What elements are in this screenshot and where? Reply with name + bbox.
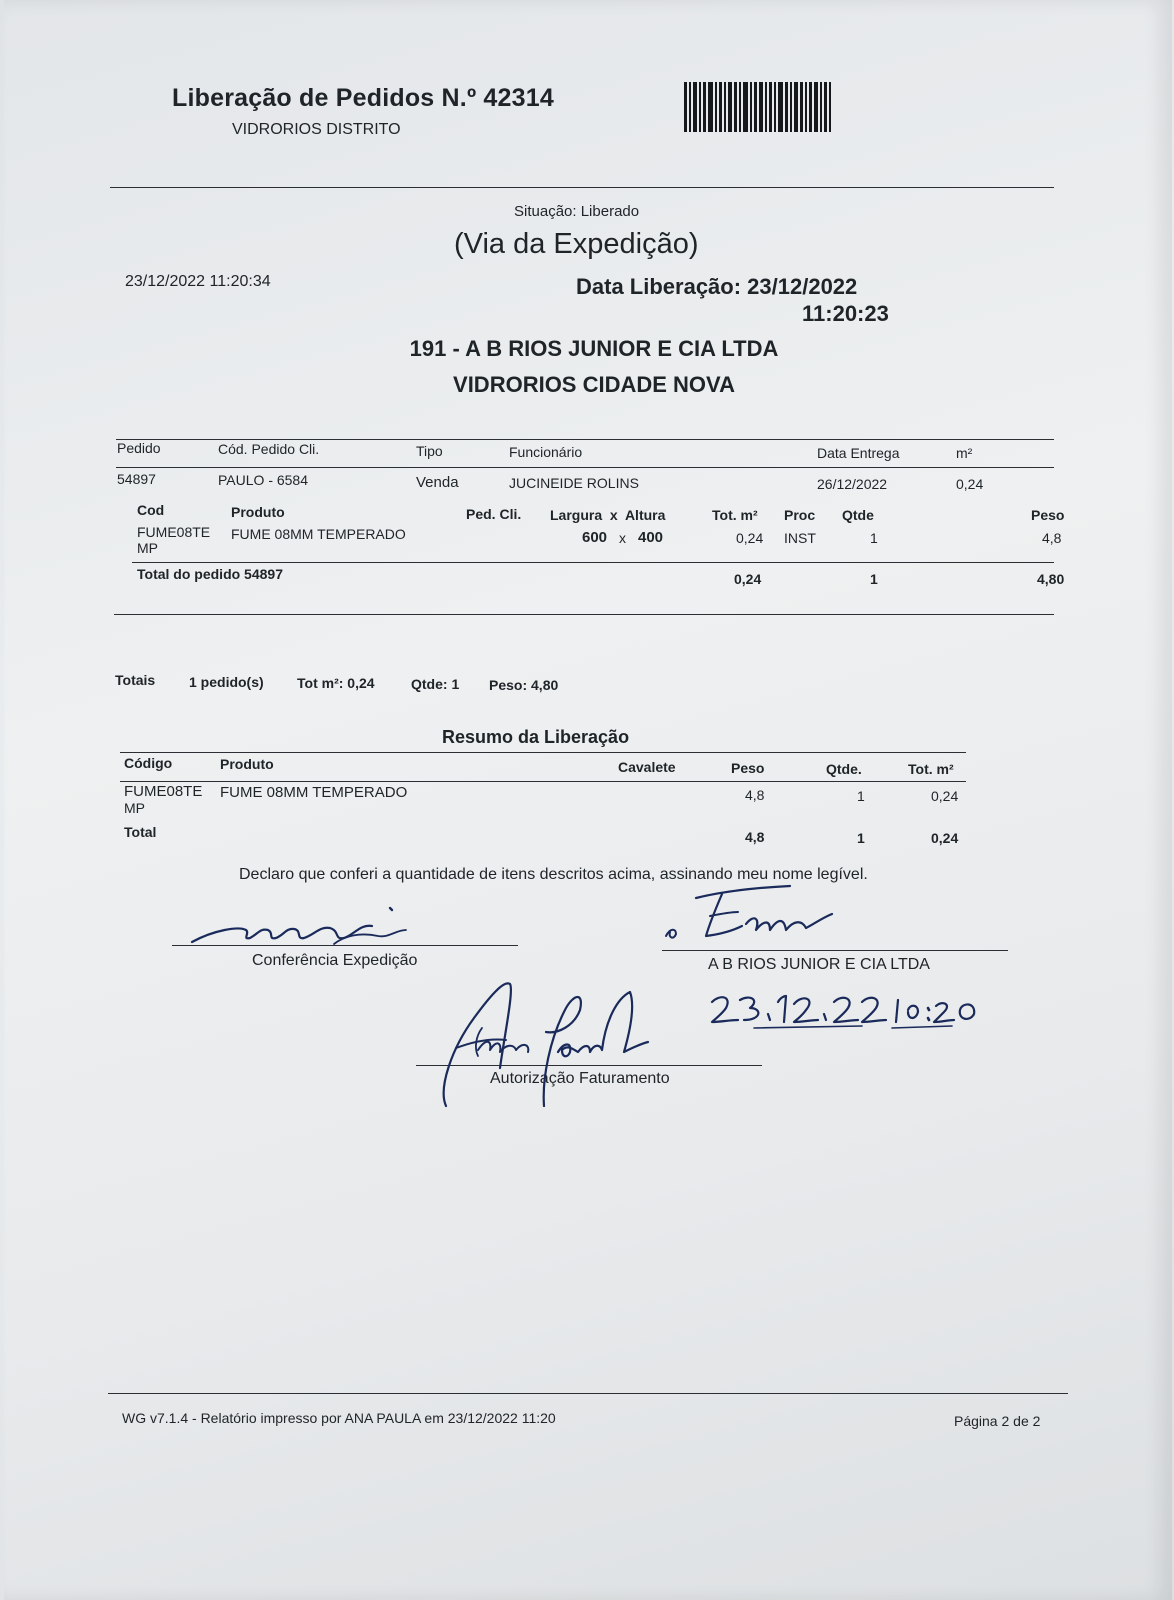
- signature-label-company: A B RIOS JUNIOR E CIA LTDA: [708, 956, 930, 973]
- summary-total-qtde: 1: [857, 830, 865, 846]
- item-produto: FUME 08MM TEMPERADO: [231, 526, 406, 542]
- summary-col-produto: Produto: [220, 756, 274, 772]
- item-col-proc: Proc: [784, 507, 816, 523]
- summary-peso: 4,8: [745, 787, 765, 803]
- release-time: 11:20:23: [802, 301, 889, 326]
- order-header-rule: [116, 467, 1054, 468]
- signature-line-company: [662, 950, 1008, 951]
- order-pedido: 54897: [117, 471, 156, 487]
- item-total-rule: [132, 562, 1054, 563]
- col-m2: m²: [956, 445, 973, 461]
- signature-label-autorizacao: Autorização Faturamento: [490, 1070, 670, 1087]
- totals-peso: Peso: 4,80: [489, 677, 559, 693]
- client-branch: VIDRORIOS CIDADE NOVA: [453, 372, 735, 397]
- item-col-cod: Cod: [137, 502, 165, 518]
- handwritten-signature-autorizacao: [434, 978, 664, 1113]
- copy-label: (Via da Expedição): [454, 228, 699, 260]
- item-cod-cont: MP: [137, 540, 158, 556]
- summary-col-tot-m2: Tot. m²: [908, 761, 954, 777]
- item-qtde: 1: [870, 530, 878, 546]
- col-funcionario: Funcionário: [509, 444, 583, 460]
- footer-printed-by: WG v7.1.4 - Relatório impresso por ANA PAULA em 23/12/2022 11:20: [122, 1410, 556, 1426]
- summary-total-label: Total: [124, 824, 157, 840]
- summary-codigo: FUME08TE: [124, 783, 203, 800]
- order-total-label: Total do pedido 54897: [137, 566, 283, 582]
- order-funcionario: JUCINEIDE ROLINS: [509, 475, 639, 491]
- summary-produto: FUME 08MM TEMPERADO: [220, 784, 408, 801]
- summary-total-m2: 0,24: [931, 830, 959, 846]
- handwritten-date: [704, 988, 1004, 1038]
- summary-title: Resumo da Liberação: [442, 727, 630, 747]
- handwritten-signature-company: [660, 884, 850, 950]
- item-col-ped-cli: Ped. Cli.: [466, 506, 522, 522]
- item-largura: 600: [582, 529, 608, 546]
- col-pedido: Pedido: [117, 440, 161, 456]
- order-data-entrega: 26/12/2022: [817, 476, 888, 492]
- signature-label-conferencia: Conferência Expedição: [252, 952, 418, 969]
- item-col-dimensions: Largura x Altura: [550, 507, 666, 523]
- summary-col-peso: Peso: [731, 760, 765, 776]
- order-total-qtde: 1: [870, 571, 878, 587]
- item-peso: 4,8: [1042, 530, 1062, 546]
- footer-page-number: Página 2 de 2: [954, 1413, 1041, 1429]
- document-page: [4, 0, 1172, 1600]
- summary-col-cavalete: Cavalete: [618, 759, 676, 775]
- printed-timestamp: 23/12/2022 11:20:34: [125, 273, 271, 290]
- summary-tot-m2: 0,24: [931, 788, 959, 804]
- totals-pedidos: 1 pedido(s): [189, 674, 264, 690]
- order-cod-cli: PAULO - 6584: [218, 472, 309, 488]
- item-col-peso: Peso: [1031, 507, 1065, 523]
- release-date: Data Liberação: 23/12/2022: [576, 274, 858, 299]
- order-total-peso: 4,80: [1037, 571, 1065, 587]
- item-proc: INST: [784, 530, 816, 546]
- document-title: Liberação de Pedidos N.º 42314: [172, 84, 554, 112]
- col-data-entrega: Data Entrega: [817, 445, 900, 461]
- summary-col-codigo: Código: [124, 755, 173, 771]
- declaration-text: Declaro que conferi a quantidade de itens descritos acima, assinando meu nome legível.: [239, 866, 868, 883]
- summary-header-rule: [120, 781, 966, 782]
- item-cod: FUME08TE: [137, 524, 211, 540]
- item-tot-m2: 0,24: [736, 530, 764, 546]
- handwritten-signature-conferencia: [184, 900, 424, 950]
- summary-codigo-cont: MP: [124, 800, 145, 816]
- order-tipo: Venda: [416, 474, 459, 491]
- order-m2: 0,24: [956, 476, 984, 492]
- order-total-m2: 0,24: [734, 571, 762, 587]
- totals-qtde: Qtde: 1: [411, 676, 460, 692]
- col-tipo: Tipo: [416, 443, 443, 459]
- col-cod-pedido-cli: Cód. Pedido Cli.: [218, 441, 320, 457]
- summary-col-qtde: Qtde.: [826, 761, 862, 777]
- item-col-qtde: Qtde: [842, 507, 874, 523]
- item-col-tot-m2: Tot. m²: [712, 507, 758, 523]
- order-block-bottom-rule: [114, 614, 1054, 615]
- summary-top-rule: [120, 752, 966, 753]
- item-altura: 400: [638, 529, 664, 546]
- client-name: 191 - A B RIOS JUNIOR E CIA LTDA: [409, 336, 779, 361]
- barcode-icon: [684, 82, 833, 132]
- header-divider: [110, 187, 1054, 188]
- summary-total-peso: 4,8: [745, 829, 765, 845]
- totals-m2: Tot m²: 0,24: [297, 675, 375, 691]
- order-table-top-rule: [116, 439, 1054, 440]
- company-name: VIDRORIOS DISTRITO: [232, 121, 401, 138]
- status-situation: Situação: Liberado: [514, 203, 640, 220]
- footer-rule: [108, 1393, 1068, 1394]
- item-x: x: [619, 530, 626, 546]
- item-col-produto: Produto: [231, 504, 285, 520]
- summary-qtde: 1: [857, 788, 865, 804]
- totals-label: Totais: [115, 672, 156, 688]
